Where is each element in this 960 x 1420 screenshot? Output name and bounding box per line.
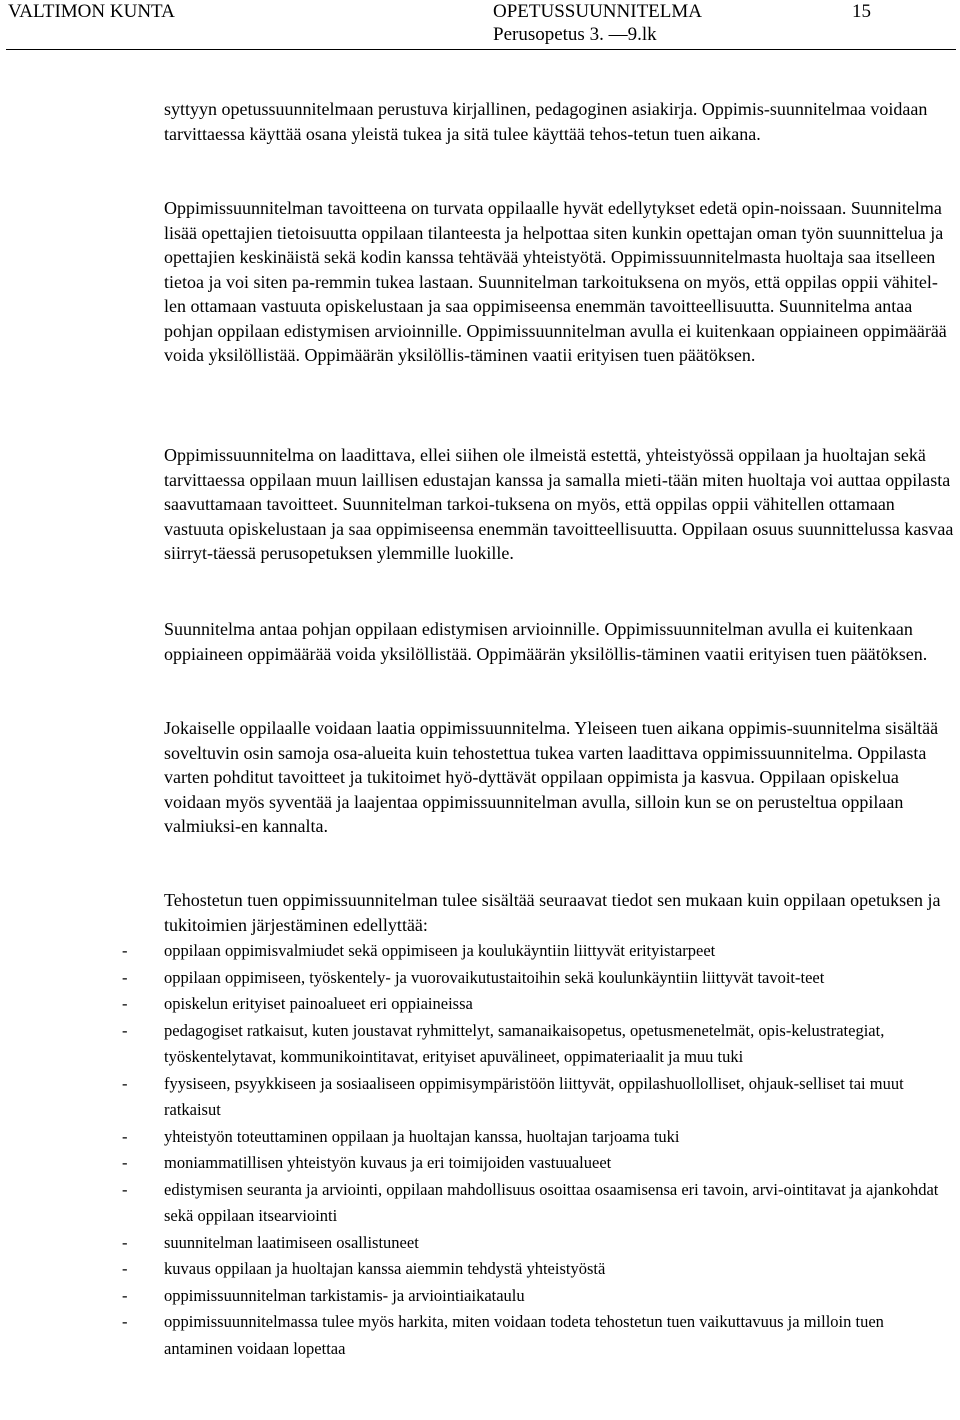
list-item-text: yhteistyön toteuttaminen oppilaan ja huoltajan kanssa, huoltajan tarjoama tuki — [164, 1126, 680, 1146]
page-header — [0, 0, 960, 50]
list-item — [0, 938, 954, 965]
list-item — [0, 1177, 954, 1230]
list-bullet: - — [122, 1153, 128, 1172]
paragraph: Oppimissuunnitelman tavoitteena on turvata oppilaalle hyvät edellytykset edetä opin-noissaan. Suunnitelma lisää opettajien tietoisuutta oppilaan tilanteesta ja helpottaa siten kunkin opettajan oman työn suunnittelua ja opettajien keskinäistä sekä kodin kanssa tehtävää yhteistyötä. Oppimissuunnitelmasta huoltaja saa itselleen tietoa ja voi siten pa-remmin tukea lastaan. Suunnitelman tarkoituksena on myös, että oppilas oppii vähitel-len ottamaan vastuuta opiskelustaan ja saa oppimiseensa enemmän tavoitteellisuutta. Suunnitelma antaa pohjan oppilaan edistymisen arvioinnille. Oppimissuunnitelman avulla ei kuitenkaan oppiaineen oppimäärää voida yksilöllistää. Oppimäärän yksilöllis-täminen vaatii erityisen tuen päätöksen. — [164, 198, 947, 365]
list-bullet: - — [122, 994, 128, 1013]
list-bullet: - — [122, 967, 128, 987]
list-item — [0, 1309, 954, 1362]
list-item — [0, 1283, 954, 1310]
list-item — [0, 991, 954, 1018]
paragraph: Jokaiselle oppilaalle voidaan laatia oppimissuunnitelma. Yleiseen tuen aikana oppimis-suunnitelma sisältää soveltuvin osin samoja osa-alueita kuin tehostettua tukea varten laadittava oppimissuunnitelma. Oppilasta varten pohditut tavoitteet ja tukitoimet hyö-dyttävät oppilaan oppimista ja kasvua. Oppilaan opiskelua voidaan myös syventää ja laajentaa oppimissuunnitelman avulla, silloin kun se on perusteltua oppilaan valmiuksi-en kannalta. — [164, 718, 939, 836]
list-bullet: - — [122, 1312, 128, 1331]
page-number: 15 — [852, 1, 871, 22]
paragraph: syttyyn opetussuunnitelmaan perustuva kirjallinen, pedagoginen asiakirja. Oppimis-suunnitelmaa voidaan tarvittaessa käyttää osana yleistä tukea ja sitä tulee käyttää tehos-tetun tuen aikana. — [164, 99, 928, 144]
list-item-text: oppilaan oppimiseen, työskentely- ja vuorovaikutustaitoihin sekä koulunkäyntiin liittyvät tavoit-teet — [164, 967, 825, 987]
paragraph: Suunnitelma antaa pohjan oppilaan edistymisen arvioinnille. Oppimissuunnitelman avulla ei kuitenkaan oppiaineen oppimäärää voida yksilöllistää. Oppimäärän yksilöllis-täminen vaatii erityisen tuen päätöksen. — [164, 619, 928, 664]
list-item-text: edistymisen seuranta ja arviointi, oppilaan mahdollisuus osoittaa osaamisensa eri tavoin, arvi-ointitavat ja ajankohdat sekä oppilaan itsearviointi — [164, 1179, 939, 1225]
list-item-text: pedagogiset ratkaisut, kuten joustavat ryhmittelyt, samanaikaisopetus, opetusmenetelmät, opis-kelustrategiat, työskentelytavat, kommunikointitavat, erityiset apuvälineet, oppimateriaalit ja muu tuki — [164, 1020, 885, 1066]
header-document-subtitle: Perusopetus 3. —9.lk — [493, 24, 657, 45]
list-item-text: suunnitelman laatimiseen osallistuneet — [164, 1232, 419, 1252]
list-item-text: fyysiseen, psyykkiseen ja sosiaaliseen oppimisympäristöön liittyvät, oppilashuollolliset, ohjauk-selliset tai muut ratkaisut — [164, 1073, 904, 1119]
list-item-text: oppilaan oppimisvalmiudet sekä oppimiseen ja koulukäyntiin liittyvät erityistarpeet — [164, 941, 716, 960]
list-bullet: - — [122, 941, 128, 960]
requirements-list — [0, 938, 960, 1362]
list-bullet: - — [122, 1073, 128, 1093]
list-item-text: opiskelun erityiset painoalueet eri oppiaineissa — [164, 994, 473, 1013]
header-document-title-block — [493, 0, 702, 46]
list-item — [0, 1256, 954, 1283]
list-item — [0, 965, 954, 992]
paragraph-2-block — [164, 196, 954, 368]
list-bullet: - — [122, 1232, 128, 1252]
paragraph-5-block — [164, 716, 954, 839]
paragraph: Oppimissuunnitelma on laadittava, ellei siihen ole ilmeistä estettä, yhteistyössä oppilaan ja huoltajan sekä tarvittaessa oppilaan muun laillisen edustajan kanssa ja samalla mieti-tään miten huoltaja voi auttaa oppilasta saavuttamaan tavoitteet. Suunnitelman tarkoi-tuksena on myös, että oppilas oppii vähitellen ottamaan vastuuta opiskelustaan ja saa oppimiseensa enemmän tavoitteellisuutta. Oppilaan osuus suunnittelussa kasvaa siirryt-täessä perusopetuksen ylemmille luokille. — [164, 445, 954, 563]
header-organization: VALTIMON KUNTA — [8, 1, 175, 22]
list-item — [0, 1071, 954, 1124]
list-item — [0, 1150, 954, 1177]
paragraph-1-block — [164, 97, 954, 146]
header-divider — [6, 49, 956, 50]
list-bullet: - — [122, 1285, 128, 1305]
paragraph-4-block — [164, 617, 954, 666]
list-item-text: oppimissuunnitelmassa tulee myös harkita, miten voidaan todeta tehostetun tuen vaikuttavuus ja milloin tuen antaminen voidaan lopettaa — [164, 1312, 884, 1358]
list-item — [0, 1018, 954, 1071]
paragraph-3-block — [164, 443, 954, 566]
list-bullet: - — [122, 1126, 128, 1146]
list-item-text: kuvaus oppilaan ja huoltajan kanssa aiemmin tehdystä yhteistyöstä — [164, 1259, 606, 1278]
paragraph-6-block — [164, 888, 954, 937]
list-item — [0, 1124, 954, 1151]
list-bullet: - — [122, 1259, 128, 1278]
list-item-text: oppimissuunnitelman tarkistamis- ja arviointiaikataulu — [164, 1285, 525, 1305]
list-bullet: - — [122, 1020, 128, 1040]
list-item — [0, 1230, 954, 1257]
list-item-text: moniammatillisen yhteistyön kuvaus ja eri toimijoiden vastuualueet — [164, 1153, 612, 1172]
list-bullet: - — [122, 1179, 128, 1199]
header-document-title: OPETUSSUUNNITELMA — [493, 1, 702, 22]
list-intro-paragraph: Tehostetun tuen oppimissuunnitelman tulee sisältää seuraavat tiedot sen mukaan kuin oppilaan opetuksen ja tukitoimien järjestäminen edellyttää: — [164, 890, 941, 935]
